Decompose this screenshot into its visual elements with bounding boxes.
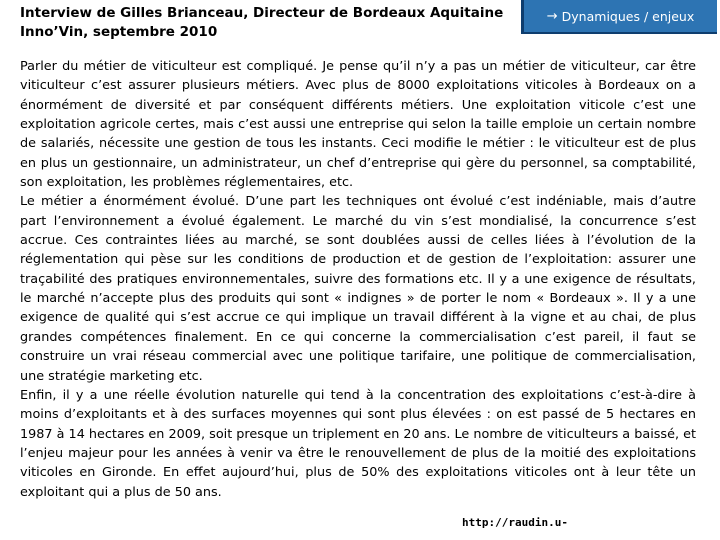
page-title: Interview de Gilles Brianceau, Directeur de Bordeaux Aquitaine Inno’Vin, septembre 2010 xyxy=(20,5,504,40)
footer-url-link[interactable]: http://raudin.u- xyxy=(462,516,568,529)
dynamiques-enjeux-button[interactable] xyxy=(521,0,717,34)
nav-button-label: Dynamiques / enjeux xyxy=(561,8,695,24)
arrow-right-icon: → xyxy=(546,8,558,24)
paragraph: Enfin, il y a une réelle évolution naturelle qui tend à la concentration des exploitations c’est-à-dire à moins d’exploitants et à des surfaces moyennes qui sont plus élevées : on est passé de 5 hectares en 1987 à 14 hectares en 2009, soit presque un triplement en 20 ans. Le nombre de viticulteurs a baissé, et l’enjeu majeur pour les années à venir va être le renouvellement de plus de la moitié des exploitations viticoles en Gironde. En effet aujourd’hui, plus de 50% des exploitations viticoles ont à leur tête un exploitant qui a plus de 50 ans. xyxy=(20,387,696,500)
paragraph: Le métier a énormément évolué. D’une part les techniques ont évolué c’est indéniable, mais d’autre part l’environnement a évolué également. Le marché du vin s’est mondialisé, la concurrence s’est accrue. Ces contraintes liées au marché, se sont doublées aussi de celles liées à l’évolution de la réglementation qui pèse sur les conditions de production et de gestion de l’exploitation: assurer une traçabilité des pratiques environnementales, suivre des formations etc. Il y a une exigence de résultats, le marché n’accepte plus des produits qui sont « indignes » de porter le nom « Bordeaux ». Il y a une exigence de qualité qui s’est accrue ce qui implique un travail différent à la vigne et au chai, de plus grandes compétences finalement. En ce qui concerne la commercialisation c’est pareil, il faut se construire un vrai réseau commercial avec une politique tarifaire, une politique de commercialisation, une stratégie marketing etc. xyxy=(20,194,696,384)
paragraph: Parler du métier de viticulteur est compliqué. Je pense qu’il n’y a pas un métier de viticulteur, car être viticulteur c’est assurer plusieurs métiers. Avec plus de 8000 exploitations viticoles à Bordeaux on a énormément de diversité et par conséquent différents métiers. Une exploitation viticole c’est une exploitation agricole certes, mais c’est aussi une entreprise qui selon la taille emploie un certain nombre de salariés, nécessite une gestion de tous les instants. Ceci modifie le métier : le viticulteur est de plus en plus un gestionnaire, un administrateur, un chef d’entreprise qui gère du personnel, sa comptabilité, son exploitation, les problèmes réglementaires, etc. xyxy=(20,59,696,191)
interview-text xyxy=(20,57,696,502)
